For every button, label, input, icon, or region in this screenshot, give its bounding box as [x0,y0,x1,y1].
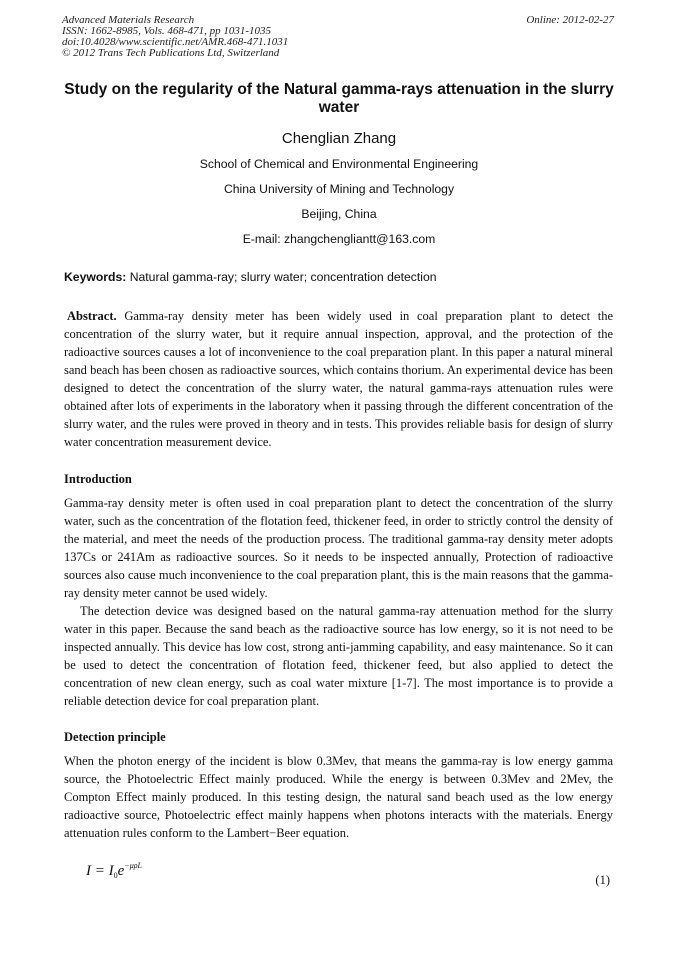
keywords-label: Keywords: [64,270,127,284]
affiliation-university: China University of Mining and Technology [223,182,455,196]
introduction-paragraph-2 [64,602,613,710]
affiliation-school: School of Chemical and Environmental Engineering [199,157,479,171]
doi-line: doi:10.4028/www.scientific.net/AMR.468-471.1031 [62,36,289,48]
introduction-heading: Introduction [64,472,132,486]
online-date: Online: 2012-02-27 [526,14,614,26]
equation-base: e [117,863,125,879]
journal-meta [62,15,288,59]
detection-paragraph-1: When the photon energy of the incident is blow 0.3Mev, that means the gamma-ray is low energy gamma source, the Photoelectric Effect mainly produced. While the energy is between 0.3Mev and 2Mev, the Compton Effect mainly produced. In this testing design, the natural sand beach used as the low energy radioactive source, Photoelectric effect mainly happens when photons interacts with the materials. Energy attenuation rules conform to the Lambert−Beer equation. [64,754,613,840]
abstract-label: Abstract. [67,309,117,323]
issn-line: ISSN: 1662-8985, Vols. 468-471, pp 1031-1035 [62,25,271,37]
introduction-paragraph-2-text: The detection device was designed based on the natural gamma-ray attenuation method for the slurry water in this paper. Because the sand beach as the radioactive source has low energy, so it is not need to be inspected annually. This device has low cost, strong anti-jamming capability, and easy maintenance. So it can be used to detect the concentration of flotation feed, thickener feed, but also applied to detect the concentration of new clean energy, such as coal water mixture [1-7]. The most importance is to provide a reliable detection device for coal preparation plant. [64,604,613,708]
author-name: Chenglian Zhang [281,130,397,147]
author-email: E-mail: zhangchengliantt@163.com [242,232,436,246]
equation-lhs: I = I [86,863,114,879]
detection-heading: Detection principle [64,730,166,744]
journal-name: Advanced Materials Research [62,14,195,26]
abstract [64,307,613,451]
equation-exponent: −μρL [124,861,142,870]
affiliation-city: Beijing, China [301,207,377,221]
keywords-text: Natural gamma-ray; slurry water; concentration detection [129,270,437,284]
equation-number: (1) [595,873,610,887]
equation-1 [86,856,142,886]
copyright-line: © 2012 Trans Tech Publications Ltd, Switzerland [62,47,280,59]
introduction-paragraph-1: Gamma-ray density meter is often used in coal preparation plant to detect the concentration of the slurry water, such as the concentration of the flotation feed, thickener feed, in order to strictly control the density of the material, and meet the needs of the production process. The traditional gamma-ray density meter adopts 137Cs or 241Am as radioactive sources. So it needs to be inspected annually, Protection of radioactive sources also cause much inconvenience to the coal preparation plant, this is the main reasons that the gamma-ray density meter cannot be used widely. [64,496,613,600]
equation-subscript: 0 [113,871,118,880]
keywords [64,270,437,284]
paper-title: Study on the regularity of the Natural gamma-rays attenuation in the slurry water [64,81,614,116]
abstract-text: Gamma-ray density meter has been widely used in coal preparation plant to detect the concentration of the slurry water, but it require annual inspection, approval, and the protection of the radioactive sources causes a lot of inconvenience to the coal preparation plant. In this paper a natural mineral sand beach has been chosen as radioactive sources, which contains thorium. An experimental device has been designed to detect the concentration of the slurry water, the natural gamma-rays attenuation rules were obtained after lots of experiments in the laboratory when it passing through the different concentration of the slurry water, and the rules were proved in theory and in tests. This provides reliable basis for design of slurry water concentration measurement device. [64,309,613,449]
